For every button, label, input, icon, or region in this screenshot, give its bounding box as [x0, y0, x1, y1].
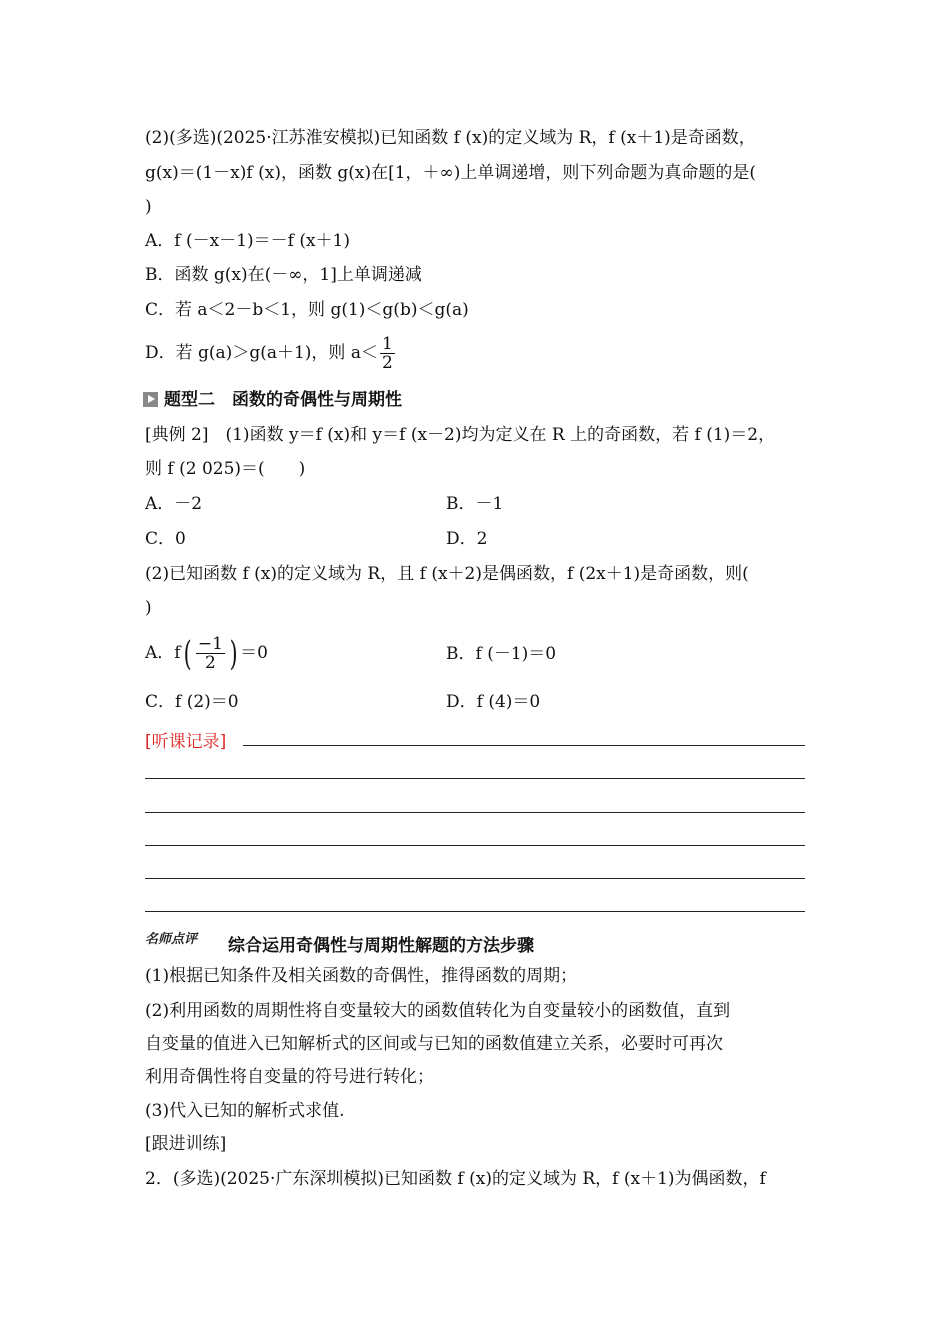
example2-option-d: D．2 — [446, 529, 488, 549]
section-title: 题型二 函数的奇偶性与周期性 — [164, 390, 402, 410]
tip-title: 综合运用奇偶性与周期性解题的方法步骤 — [228, 936, 534, 956]
q2-option-d — [145, 335, 397, 372]
q2-line-1: (2)(多选)(2025·江苏淮安模拟)已知函数 f (x)的定义域为 R，f (x＋1)是奇函数， — [145, 128, 756, 148]
example2-part2-line-2: ) — [145, 598, 152, 618]
fraction-numerator: −1 — [197, 634, 223, 654]
q2-line-2: g(x)＝(1－x)f (x)，函数 g(x)在[1，＋∞)上单调递增，则下列命题为真命题的是( — [145, 163, 756, 183]
practice-q2-line-1: 2．(多选)(2025·广东深圳模拟)已知函数 f (x)的定义域为 R，f (x＋1)为偶函数，f — [145, 1169, 766, 1189]
fraction-denominator: 2 — [204, 653, 216, 673]
example2-option-b: B．－1 — [446, 494, 504, 514]
fraction-denominator: 2 — [381, 353, 393, 373]
q2-option-d-text: D．若 g(a)＞g(a＋1)，则 a＜ — [145, 343, 378, 363]
fraction — [380, 335, 395, 372]
q2-option-a: A．f (－x－1)＝－f (x＋1) — [145, 231, 351, 251]
play-arrow-icon — [143, 392, 158, 407]
fraction — [196, 635, 225, 672]
notes-rule[interactable] — [145, 878, 805, 879]
section-heading — [143, 389, 402, 411]
example2-part2-option-d: D．f (4)＝0 — [446, 692, 541, 712]
example2-part2-option-b: B．f (－1)＝0 — [446, 644, 557, 664]
notes-rule[interactable] — [145, 778, 805, 779]
notes-rule[interactable] — [145, 911, 805, 912]
example2-line-2: 则 f (2 025)＝( ) — [145, 459, 306, 479]
tip-item-2-line-1: (2)利用函数的周期性将自变量较大的函数值转化为自变量较小的函数值，直到 — [145, 1001, 731, 1021]
tip-badge: 名师点评 — [145, 932, 198, 947]
notes-rule[interactable] — [145, 845, 805, 846]
notes-rule[interactable] — [243, 745, 805, 746]
option-a-suffix: ＝0 — [240, 643, 268, 663]
example2-option-a: A．－2 — [145, 494, 203, 514]
example2-part2-option-c: C．f (2)＝0 — [145, 692, 239, 712]
tip-item-2-line-2: 自变量的值进入已知解析式的区间或与已知的函数值建立关系，必要时可再次 — [145, 1034, 723, 1054]
left-paren: ( — [183, 633, 192, 674]
practice-label: [跟进训练] — [145, 1134, 227, 1154]
example2-part2-line-1: (2)已知函数 f (x)的定义域为 R，且 f (x＋2)是偶函数，f (2x＋1)是奇函数，则( — [145, 564, 749, 584]
q2-option-b: B．函数 g(x)在(－∞，1]上单调递减 — [145, 265, 422, 285]
q2-option-c: C．若 a＜2－b＜1，则 g(1)＜g(b)＜g(a) — [145, 300, 469, 320]
tip-item-3: (3)代入已知的解析式求值. — [145, 1101, 345, 1121]
option-a-prefix: A．f — [145, 643, 181, 663]
example2-part2-option-a — [145, 632, 268, 674]
notes-label: [听课记录] — [145, 732, 227, 752]
notes-rule[interactable] — [145, 812, 805, 813]
fraction-numerator: 1 — [381, 334, 393, 354]
tip-item-1: (1)根据已知条件及相关函数的奇偶性，推得函数的周期； — [145, 966, 578, 986]
right-paren: ) — [229, 633, 238, 674]
example2-line-1: [典例 2] (1)函数 y＝f (x)和 y＝f (x－2)均为定义在 R 上的奇函数，若 f (1)＝2， — [145, 425, 776, 445]
tip-item-2-line-3: 利用奇偶性将自变量的符号进行转化； — [145, 1067, 434, 1087]
q2-line-3: ) — [145, 197, 152, 217]
example2-option-c: C．0 — [145, 529, 186, 549]
